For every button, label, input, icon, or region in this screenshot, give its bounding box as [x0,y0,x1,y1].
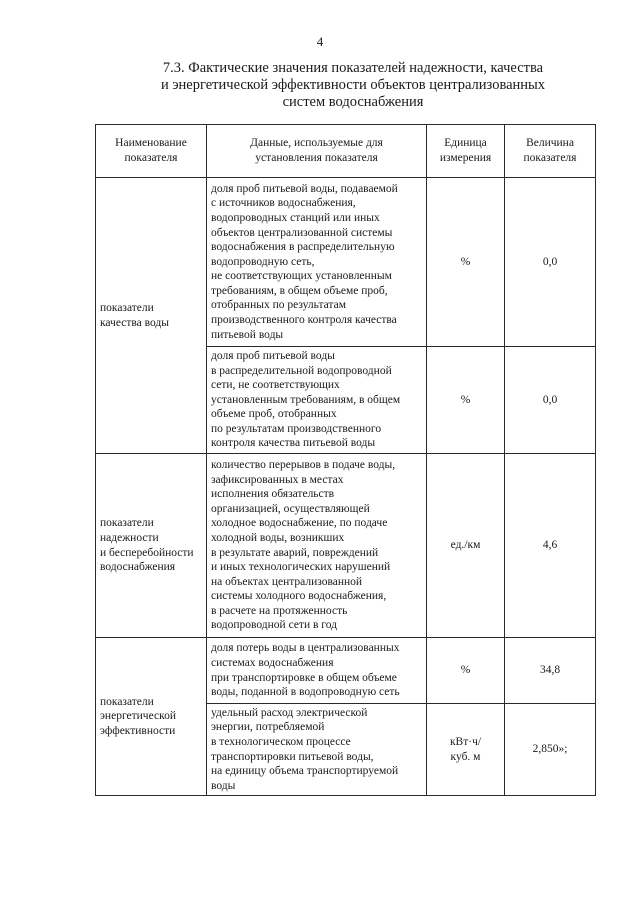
section-title-line: 7.3. Фактические значения показателей надежности, качества [162,60,544,76]
header-unit: Единица измерения [427,125,505,178]
header-value: Величина показателя [505,125,596,178]
indicators-table [95,124,596,796]
table-header-row [96,125,596,178]
indicator-value: 4,6 [505,454,596,638]
indicator-unit: % [427,638,505,704]
indicator-group-name: показатели качества воды [96,178,207,454]
indicator-description: доля потерь воды в централизованных системах водоснабжения при транспортировке в общем объеме воды, поданной в водопроводную сеть [207,638,427,704]
table-row [96,454,596,638]
indicator-description: количество перерывов в подаче воды, зафиксированных в местах исполнения обязательств организацией, осуществляющей холодное водоснабжение, по подаче холодной воды, возникших в результате аварий, повреждений и иных технологических нарушений на объектах централизованной системы холодного водоснабжения, в расчете на протяженность водопроводной сети в год [207,454,427,638]
indicator-value: 0,0 [505,178,596,347]
indicator-group-name: показатели надежности и бесперебойности водоснабжения [96,454,207,638]
section-title [120,60,586,111]
indicator-unit: ед./км [427,454,505,638]
indicator-group-name: показатели энергетической эффективности [96,638,207,796]
indicator-description: удельный расход электрической энергии, потребляемой в технологическом процессе транспортировки питьевой воды, на единицу объема транспортируемой воды [207,704,427,796]
indicator-unit: % [427,347,505,454]
indicator-unit: % [427,178,505,347]
page-number: 4 [316,34,324,49]
indicator-description: доля проб питьевой воды в распределительной водопроводной сети, не соответствующих установленным требованиям, в общем объеме проб, отобранных по результатам производственного контроля качества питьевой воды [207,347,427,454]
indicator-value: 34,8 [505,638,596,704]
indicator-value: 2,850»; [505,704,596,796]
indicator-unit: кВт·ч/ куб. м [427,704,505,796]
header-indicator-name: Наименование показателя [96,125,207,178]
table-row [96,178,596,347]
section-title-line: и энергетической эффективности объектов централизованных [160,77,546,93]
section-title-line: систем водоснабжения [282,94,424,110]
indicator-value: 0,0 [505,347,596,454]
indicator-description: доля проб питьевой воды, подаваемой с источников водоснабжения, водопроводных станций или иных объектов централизованной системы водоснабжения в распределительную водопроводную сеть, не соответствующих установленным требованиям, в общем объеме проб, отобранных по результатам производственного контроля качества питьевой воды [207,178,427,347]
header-source-data: Данные, используемые для установления показателя [207,125,427,178]
table-row [96,638,596,704]
